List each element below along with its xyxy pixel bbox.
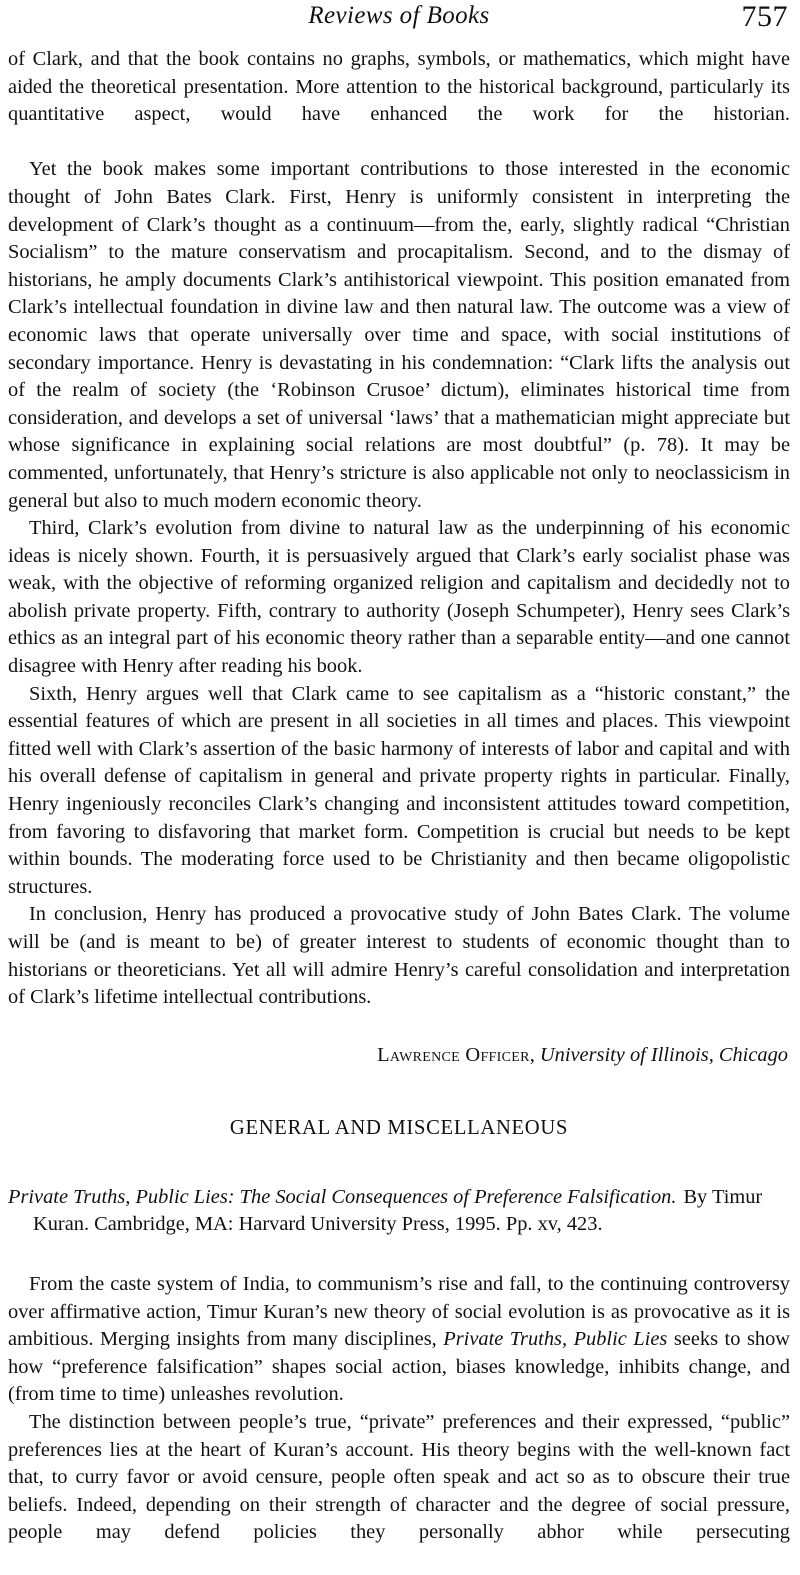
paragraph: In conclusion, Henry has produced a provocative study of John Bates Clark. The volume will be (and is meant to be) of greater interest to students of economic thought than to historians or theoreticians. Yet all will admire Henry’s careful consolidation and interpretation of Clark’s lifetime intellectual contributions. bbox=[8, 903, 790, 1009]
book-publication-details: By Timur Kuran. Cambridge, MA: Harvard University Press, 1995. Pp. xv, 423. bbox=[33, 1185, 763, 1236]
paragraph: Third, Clark’s evolution from divine to natural law as the underpinning of his economic ideas is nicely shown. Fourth, it is persuasively argued that Clark’s early socialist phase was weak, with the objective of reforming organized religion and capitalism and decidedly not to abolish private property. Fifth, contrary to authority (Joseph Schumpeter), Henry sees Clark’s ethics as an integral part of his economic theory rather than a separable entity—and one cannot disagree with Henry after reading his book. bbox=[8, 517, 790, 678]
paragraph: Sixth, Henry argues well that Clark came to see capitalism as a “historic constant,” the essential features of which are present in all societies in all times and places. This viewpoint fitted well with Clark’s assertion of the basic harmony of interests of labor and capital and with his overall defense of capitalism in general and private property rights in particular. Finally, Henry ingeniously reconciles Clark’s changing and inconsistent attitudes toward competition, from favoring to disfavoring that market form. Competition is crucial but needs to be kept within bounds. The moderating force used to be Christianity and then became oligopolistic structures. bbox=[8, 682, 790, 898]
section-heading: GENERAL AND MISCELLANEOUS bbox=[229, 1116, 569, 1139]
running-head bbox=[8, 0, 790, 46]
book-citation bbox=[8, 1184, 790, 1239]
paragraph bbox=[8, 1271, 790, 1409]
reviewer-affiliation: University of Illinois, Chicago bbox=[539, 1043, 788, 1066]
inline-book-title: Private Truths, Public Lies bbox=[443, 1328, 668, 1351]
paragraph: Yet the book makes some important contributions to those interested in the economic thought of John Bates Clark. First, Henry is uniformly consistent in interpreting the development of Clark’s thought as a continuum—from the, early, slightly radical “Christian Socialism” to the mature conservatism and procapitalism. Second, and to the dismay of historians, he amply documents Clark’s antihistorical viewpoint. This position emanated from Clark’s intellectual foundation in divine law and then natural law. The outcome was a view of economic laws that operate universally over time and space, with social institutions of secondary importance. Henry is devastating in his condemnation: “Clark lifts the analysis out of the realm of society (the ‘Robinson Crusoe’ dictum), eliminates historical time from consideration, and develops a set of universal ‘laws’ that a mathematician might appreciate but whose significance in explaining social relations are most doubtful” (p. 78). It may be commented, unfortunately, that Henry’s stricture is also applicable not only to neoclassicism in general but also to much modern economic theory. bbox=[8, 158, 790, 512]
review-attribution bbox=[8, 1042, 790, 1069]
review-one-body bbox=[8, 46, 790, 1012]
review-two-body bbox=[8, 1271, 790, 1575]
attribution-separator: , bbox=[529, 1043, 540, 1066]
paragraph: The distinction between people’s true, “private” preferences and their expressed, “public” preferences lies at the heart of Kuran’s account. His theory begins with the well-known fact that, to curry favor or avoid censure, people often speak and act so as to obscure their true beliefs. Indeed, depending on their strength of character and the degree of social pressure, people may defend policies they personally abhor while persecuting bbox=[8, 1410, 790, 1544]
reviewer-name: Lawrence Officer bbox=[377, 1043, 530, 1066]
paragraph: of Clark, and that the book contains no graphs, symbols, or mathematics, which might have aided the theoretical presentation. More attention to the historical background, particularly its quantitative aspect, would have enhanced the work for the historian. bbox=[8, 48, 790, 126]
book-title: Private Truths, Public Lies: The Social Consequences of Preference Falsification. bbox=[8, 1185, 677, 1208]
page-number: 757 bbox=[741, 0, 788, 33]
running-head-title: Reviews of Books bbox=[308, 2, 490, 29]
paragraph-text-after-title: seeks to show how “preference falsification” shapes social action, biases knowledge, inhibits change, and (from time to time) unleashes revolution. bbox=[8, 1328, 790, 1406]
paragraph-text-before-title: From the caste system of India, to communism’s rise and fall, to the continuing controversy over affirmative action, Timur Kuran’s new theory of social evolution is as provocative as it is ambitious. Merging insights from many disciplines, bbox=[8, 1272, 790, 1351]
